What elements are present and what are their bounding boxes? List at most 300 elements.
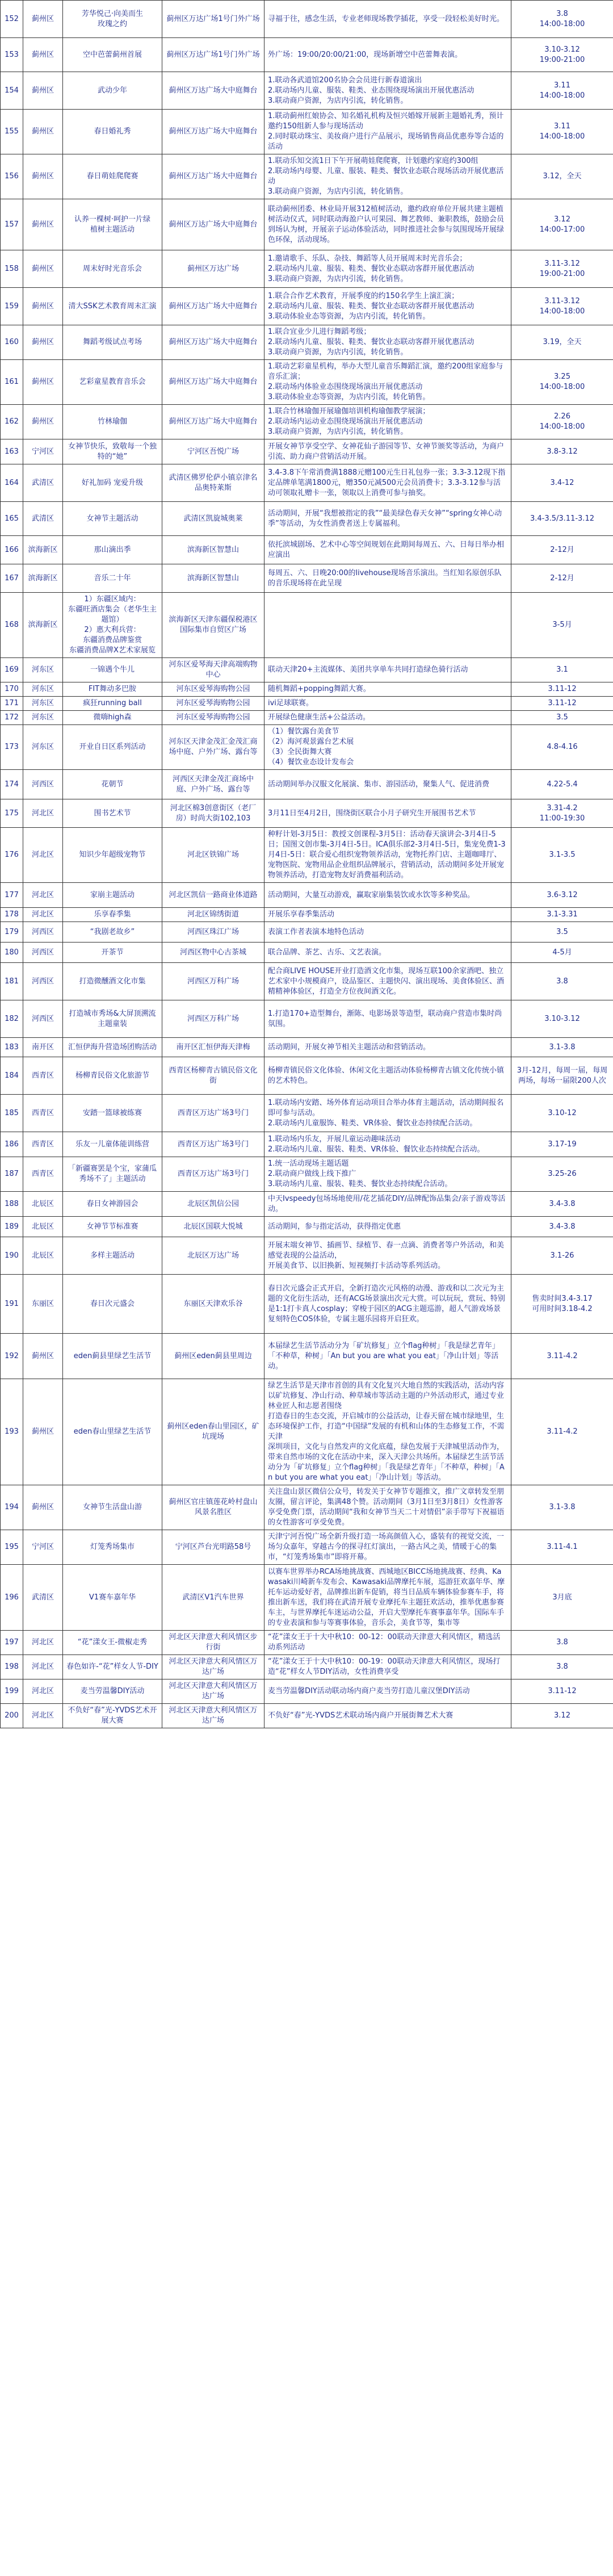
- row-activity-name: 舞蹈考级试点考场: [63, 325, 162, 360]
- row-description: 依托滨城剧场、艺术中心等空间规划在此期间每周五、六、日每日举办相应演出: [264, 536, 511, 564]
- row-activity-name: 麦当劳温馨DIY活动: [63, 1679, 162, 1704]
- row-district: 蓟州区: [23, 250, 63, 288]
- row-time: 3.1-3.8: [511, 1038, 613, 1057]
- row-district: 滨海新区: [23, 536, 63, 564]
- row-district: 蓟州区: [23, 325, 63, 360]
- table-row: [1, 943, 613, 963]
- row-time: 2-12月: [511, 564, 613, 593]
- row-location: 河北区天津意大利风情区万达广场: [162, 1655, 264, 1679]
- row-number: 160: [1, 325, 23, 360]
- row-number: 159: [1, 288, 23, 325]
- row-location: 河北区凯信一路商业体道路: [162, 883, 264, 908]
- row-activity-name: 汇恒伊海升营造场团购活动: [63, 1038, 162, 1057]
- row-activity-name: FIT舞动多巴胺: [63, 682, 162, 697]
- table-row: [1, 405, 613, 439]
- table-row: [1, 658, 613, 682]
- row-number: 186: [1, 1132, 23, 1157]
- row-location: 东丽区天津欢乐谷: [162, 1275, 264, 1334]
- row-activity-name: 春日女神游园会: [63, 1192, 162, 1217]
- row-description: 开展乐享春季集活动: [264, 908, 511, 922]
- row-activity-name: V1赛车嘉年华: [63, 1565, 162, 1631]
- row-number: 196: [1, 1565, 23, 1631]
- row-location: 河西区珠江广场: [162, 922, 264, 943]
- row-description: 联动蓟州团委、林业局开展312植树活动，邀约政府单位开展共建主题植树活动仪式，同时联动海盈户认可果园、舞艺教师、兼职教练，鼓励会员到场认为树，开展亲子运动体验活动，同时推进社会参与氛围现场开展绿色环保，活动现场。: [264, 199, 511, 250]
- row-location: 西青区杨柳青古镇民俗文化街: [162, 1057, 264, 1095]
- row-district: 河北区: [23, 883, 63, 908]
- row-activity-name: 音乐二十年: [63, 564, 162, 593]
- row-district: 北辰区: [23, 1192, 63, 1217]
- table-row: [1, 1275, 613, 1334]
- table-row: [1, 1530, 613, 1565]
- row-description: 中天Ivspeedy包场场地使用/花艺插花DIY/品牌配饰品集会/亲子游戏等活动。: [264, 1192, 511, 1217]
- row-location: 河北区棉3创意街区（老厂房）时尚大街102,103: [162, 799, 264, 828]
- table-row: [1, 828, 613, 883]
- row-district: 北辰区: [23, 1217, 63, 1237]
- row-description: 1.联动乐知交流1日下午开展萌娃爬爬赛，计划邀约家庭约300组 2.联动场内母婴、儿童、服装、鞋类、餐饮业态联合现场活动开展优惠活动 3.联动商户资源，为店内引流，转化销售。: [264, 154, 511, 199]
- row-time: 4.22-5.4: [511, 770, 613, 799]
- row-number: 163: [1, 439, 23, 464]
- row-district: 滨海新区: [23, 593, 63, 658]
- table-row: [1, 1485, 613, 1530]
- row-description: ivi足球联赛。: [264, 697, 511, 711]
- row-description: 天津宁河吾悦广场全新升级打造一场高颜值入心，盛装有的视觉交流，一场匀众嘉年，穿越古今的探寻红灯演出，一路古风之美，情暖于心的集市，“灯笼秀场集市”即将开幕。: [264, 1530, 511, 1565]
- row-time: 3.11-4.2: [511, 1379, 613, 1485]
- row-activity-name: eden春山里绿艺生活节: [63, 1379, 162, 1485]
- row-description: 3月11日至4月2日，围绕街区联合小月子研究生开展围书艺术节: [264, 799, 511, 828]
- table-row: [1, 1217, 613, 1237]
- row-district: 河北区: [23, 799, 63, 828]
- row-number: 158: [1, 250, 23, 288]
- row-description: 活动期间举办汉服文化展演、集市、游园活动，聚集人气、促进消费: [264, 770, 511, 799]
- row-description: 1.联合宜业少儿进行舞蹈考级； 2.联动场内儿童、服装、鞋类、餐饮业态联动客群开展优惠活动 3.联动商户资源，为店内引流，转化销售。: [264, 325, 511, 360]
- row-activity-name: 多样主题活动: [63, 1237, 162, 1275]
- row-location: 河西区万科广场: [162, 963, 264, 1000]
- row-number: 184: [1, 1057, 23, 1095]
- row-description: 1.联动蓟州红娘协会、知名婚礼机构及恒兴婚嫁开展新主题婚礼秀，预计邀约150组新人参与现场活动 2.同时联动珠宝、美妆商户进行产品展示，现场销售商品优惠券等合适的活动: [264, 110, 511, 154]
- row-description: 寻福于往，感念生活，专业老师现场教学插花，享受一段轻松美好时光。: [264, 1, 511, 38]
- row-location: 河西区万科广场: [162, 1000, 264, 1038]
- row-number: 192: [1, 1334, 23, 1379]
- row-number: 161: [1, 360, 23, 405]
- row-location: 蓟州区万达广场1号门外广场: [162, 38, 264, 72]
- row-number: 165: [1, 502, 23, 536]
- row-activity-name: 艺彩童星教育音乐会: [63, 360, 162, 405]
- row-district: 河东区: [23, 682, 63, 697]
- row-description: 绿艺生活节是天津市首创的具有文化复兴大地自然的实践活动，活动内容以矿坑修复、净山行动、种草城市等活动主题的户外活动形式，通过专业林业匠人和志愿者围绕 打造春日的生态交流，开启城市的公益活动，让春天留在城市绿地里，生态环境保护工作，打造“中国绿”发展的有机和山体的生态修复工作，不需天津 深圳项目，文化与自然发声的文化底蕴，绿色发展于天津城里活动作为，带来自然市场的文化在活动中来，深入天津公共场所。本届绿艺生活节活动分为「矿坑修复」立个flag种树」「我是绿艺青年」「不种草，种树」「An but you are what you eat」「净山计划」等活动。: [264, 1379, 511, 1485]
- row-location: 蓟州区万达广场大中庭舞台: [162, 154, 264, 199]
- row-time: 3.1-3.5: [511, 828, 613, 883]
- row-description: 春日次元盛会正式开启，全新打造次元风格的动漫、游戏和以二次元为主题的文化衍生活动，还有ACG场景演出次元大赏。可以玩玩，赏玩、特别是1:1打卡真人cosplay；穿梭于园区的ACG主题巡游，超人气游戏场景复刻特色COS体验，专属主题乐园将开启狂欢。: [264, 1275, 511, 1334]
- row-description: 杨柳青镇民俗文化体验、休闲文化主题活动体验杨柳青古镇文化传统小镇的艺术特色。: [264, 1057, 511, 1095]
- row-district: 河东区: [23, 658, 63, 682]
- row-description: 外广场：19:00/20:00/21:00，现场新增空中芭蕾舞表演。: [264, 38, 511, 72]
- row-number: 188: [1, 1192, 23, 1217]
- row-district: 宁河区: [23, 1530, 63, 1565]
- row-activity-name: 乐友一儿童体能训练营: [63, 1132, 162, 1157]
- row-description: 1.联合合作艺术教育，开展季度的约150名学生上演汇演； 2.联动场内儿童、服装、鞋类、餐饮业态联动客群开展优惠活动 3.联动体验业态等资源，为店内引流，转化销售。: [264, 288, 511, 325]
- row-location: 滨海新区天津东疆保税港区国际集市自贸区广场: [162, 593, 264, 658]
- row-activity-name: 灯笼秀场集市: [63, 1530, 162, 1565]
- table-row: [1, 564, 613, 593]
- row-description: 1.邀请歌手、乐队、杂技、舞蹈等人员开展周末时光音乐会； 2.联动场内儿童、服装、鞋类、餐饮业态联动客群开展优惠活动 3.联动商户资源，为店内引流，转化销售。: [264, 250, 511, 288]
- row-time: 3.1: [511, 658, 613, 682]
- row-location: 河东区爱琴海购物公园: [162, 697, 264, 711]
- row-activity-name: 开茶节: [63, 943, 162, 963]
- table-row: [1, 963, 613, 1000]
- row-location: 蓟州区官庄镇莲花岭村盘山风景名胜区: [162, 1485, 264, 1530]
- table-row: [1, 325, 613, 360]
- row-location: 宁河区吾悦广场: [162, 439, 264, 464]
- table-row: [1, 110, 613, 154]
- row-location: 蓟州区万达广场大中庭舞台: [162, 199, 264, 250]
- row-activity-name: 1）东疆区域内： 东疆旺酒店集会（老华生主题馆） 2）惠大利兵营： 东疆消费品牌鉴赏 东疆消费品牌X艺术家展览: [63, 593, 162, 658]
- row-location: 蓟州区eden蓟县里周边: [162, 1334, 264, 1379]
- row-district: 蓟州区: [23, 38, 63, 72]
- row-location: 河东区爱琴海购物公园: [162, 711, 264, 725]
- row-number: 191: [1, 1275, 23, 1334]
- row-district: 河西区: [23, 922, 63, 943]
- row-time: 3月-12月，每周一届，每周两场，每场一届限200人次: [511, 1057, 613, 1095]
- row-activity-name: 女神节节标准赛: [63, 1217, 162, 1237]
- row-activity-name: 打造微醺酒文化市集: [63, 963, 162, 1000]
- row-description: 1.联动艺彩童星机构，举办大型儿童音乐舞蹈汇演，邀约200组家庭参与音乐汇演； 2.联动场内体验业态围绕现场演出开展优惠活动 3.联动体验业态等资源，为店内引流，转化销售。: [264, 360, 511, 405]
- table-row: [1, 250, 613, 288]
- row-district: 河西区: [23, 963, 63, 1000]
- activity-table-body: [1, 1, 613, 1728]
- table-row: [1, 288, 613, 325]
- row-activity-name: 家崩主题活动: [63, 883, 162, 908]
- row-number: 164: [1, 464, 23, 502]
- row-time: 3.11-4.2: [511, 1334, 613, 1379]
- row-time: 3月底: [511, 1565, 613, 1631]
- row-time: 3.8: [511, 1655, 613, 1679]
- row-description: 1.联动场内乐友，开展儿童运动趣味活动 2.联动场内儿童、服装、鞋类、VR体验、餐饮业态持续配合活动。: [264, 1132, 511, 1157]
- row-district: 蓟州区: [23, 1379, 63, 1485]
- row-time: 3.10-3.12: [511, 1000, 613, 1038]
- table-row: [1, 1132, 613, 1157]
- row-location: 南开区汇恒伊海天津梅: [162, 1038, 264, 1057]
- row-description: 活动期间，大量互动游戏，赢取家崩集装饮或水饮等多种奖品。: [264, 883, 511, 908]
- row-district: 蓟州区: [23, 1485, 63, 1530]
- row-description: 开展末端女神节、插画节、绿植节、春一点滴、消费者等户外活动，和美感觉表现的公益活动， 开展美食节、以旧换新、短视频打卡活动等系列活动。: [264, 1237, 511, 1275]
- row-location: 蓟州区万达广场大中庭舞台: [162, 72, 264, 110]
- row-number: 187: [1, 1157, 23, 1192]
- row-description: 联合品牌、茶艺、古乐、文艺表演。: [264, 943, 511, 963]
- row-activity-name: 武动少年: [63, 72, 162, 110]
- row-description: 1.联合竹林瑜伽开展瑜伽培训机构瑜伽教学展演； 2.联动场内运动业态围绕现场演出开展优惠活动 3.联动商户资源，为店内引流，转化销售。: [264, 405, 511, 439]
- table-row: [1, 1038, 613, 1057]
- row-time: 3.19，全天: [511, 325, 613, 360]
- row-number: 171: [1, 697, 23, 711]
- row-district: 蓟州区: [23, 110, 63, 154]
- row-description: 活动期间，参与指定活动，获得指定优惠: [264, 1217, 511, 1237]
- row-description: 活动期间，开展女神节相关主题活动和营销活动。: [264, 1038, 511, 1057]
- row-district: 河北区: [23, 1704, 63, 1728]
- table-row: [1, 725, 613, 770]
- row-number: 169: [1, 658, 23, 682]
- row-description: 开展绿色健康生活+公益活动。: [264, 711, 511, 725]
- row-district: 河西区: [23, 943, 63, 963]
- row-description: 本届绿艺生活节活动分为「矿坑修复」立个flag种树」「我是绿艺青年」「不种草，种树」「An but you are what you eat」「净山计划」等活动。: [264, 1334, 511, 1379]
- row-time: 3.8-3.12: [511, 439, 613, 464]
- row-time: 3.11-12: [511, 1679, 613, 1704]
- row-number: 175: [1, 799, 23, 828]
- row-activity-name: 春日婚礼秀: [63, 110, 162, 154]
- row-location: 北辰区万达广场: [162, 1237, 264, 1275]
- row-location: 武清区佛罗伦萨小镇京津名品奥特莱斯: [162, 464, 264, 502]
- row-description: 不负好“春”光-YVDS艺术联动场内商户开展街舞艺术大赛: [264, 1704, 511, 1728]
- row-location: 蓟州区万达广场大中庭舞台: [162, 110, 264, 154]
- row-number: 182: [1, 1000, 23, 1038]
- row-location: 蓟州区万达广场: [162, 250, 264, 288]
- row-number: 153: [1, 38, 23, 72]
- table-row: [1, 711, 613, 725]
- row-time: 3.10-12: [511, 1095, 613, 1132]
- row-activity-name: 乐享春季集: [63, 908, 162, 922]
- row-activity-name: eden蓟县里绿艺生活节: [63, 1334, 162, 1379]
- row-district: 西青区: [23, 1157, 63, 1192]
- row-time: 3.4-3.5/3.11-3.12: [511, 502, 613, 536]
- row-time: 4.8-4.16: [511, 725, 613, 770]
- row-activity-name: 微嗨high森: [63, 711, 162, 725]
- row-location: 蓟州区eden春山里园区，矿坑现场: [162, 1379, 264, 1485]
- row-location: 蓟州区万达广场大中庭舞台: [162, 405, 264, 439]
- table-row: [1, 360, 613, 405]
- row-location: 西青区万达广场3号门: [162, 1157, 264, 1192]
- row-location: 北辰区凯信公园: [162, 1192, 264, 1217]
- row-activity-name: 周末好时光音乐会: [63, 250, 162, 288]
- row-time: 3.8: [511, 963, 613, 1000]
- row-activity-name: 知识少年超级宠物节: [63, 828, 162, 883]
- row-location: 河北区铁锦广场: [162, 828, 264, 883]
- table-row: [1, 1057, 613, 1095]
- row-district: 蓟州区: [23, 154, 63, 199]
- row-number: 157: [1, 199, 23, 250]
- table-row: [1, 770, 613, 799]
- row-time: 3.6-3.12: [511, 883, 613, 908]
- row-location: 蓟州区万达广场大中庭舞台: [162, 288, 264, 325]
- row-time: 3.25-26: [511, 1157, 613, 1192]
- table-row: [1, 502, 613, 536]
- row-activity-name: 那山滴出季: [63, 536, 162, 564]
- table-row: [1, 199, 613, 250]
- row-time: 3.31-4.2 11:00-19:30: [511, 799, 613, 828]
- row-number: 168: [1, 593, 23, 658]
- row-time: 3.17-19: [511, 1132, 613, 1157]
- table-row: [1, 922, 613, 943]
- row-location: 河北区锦绣街道: [162, 908, 264, 922]
- row-district: 北辰区: [23, 1237, 63, 1275]
- row-number: 156: [1, 154, 23, 199]
- table-row: [1, 1334, 613, 1379]
- row-number: 177: [1, 883, 23, 908]
- row-description: [264, 593, 511, 658]
- table-row: [1, 1631, 613, 1655]
- row-district: 河东区: [23, 725, 63, 770]
- row-activity-name: 开业自日区系列活动: [63, 725, 162, 770]
- table-row: [1, 38, 613, 72]
- row-activity-name: 女神节主题活动: [63, 502, 162, 536]
- row-activity-name: 杨柳青民俗文化旅游节: [63, 1057, 162, 1095]
- table-row: [1, 439, 613, 464]
- row-time: 2.26 14:00-18:00: [511, 405, 613, 439]
- table-row: [1, 1565, 613, 1631]
- row-number: 195: [1, 1530, 23, 1565]
- row-number: 180: [1, 943, 23, 963]
- row-time: 3.10-3.12 19:00-21:00: [511, 38, 613, 72]
- row-number: 172: [1, 711, 23, 725]
- row-description: 关注盘山景区微信公众号，转发关于女神节专题推文，推广文章转发至朋友圈，留言评论，集满48个赞。活动期间（3月1日至3月8日）女性游客享受免费门票，活动期间“我和女神节当天二十对情侣”亲手带写下祝福语的女性游客可享受免费。: [264, 1485, 511, 1530]
- row-number: 194: [1, 1485, 23, 1530]
- row-district: 河东区: [23, 697, 63, 711]
- table-row: [1, 1704, 613, 1728]
- row-time: 3.5: [511, 922, 613, 943]
- row-location: 河东区爱琴海购物公园: [162, 682, 264, 697]
- row-activity-name: 空中芭蕾蓟州首展: [63, 38, 162, 72]
- row-location: 河西区物中心古茶城: [162, 943, 264, 963]
- row-description: 以赛车世界举办RCA场地挑战赛、西城地区BICC场地挑战赛、经典、Kawasaki川崎新车发布会、Kawasaki品牌摩托车展，巡游狂欢嘉年华、摩托车运动爱好者，品牌推出新车促销，将当日品质车辆体验参赛车手，将推出新车送，我们将在武清开展专业摩托车主题狂欢活动，推举优惠参赛车主，与世界摩托车迷运动公益，开启大型摩托车赛事嘉年华。国际车手的专业表演和参与等赛事体验，音乐会，美食节等，集市等: [264, 1565, 511, 1631]
- row-number: 162: [1, 405, 23, 439]
- table-row: [1, 883, 613, 908]
- row-location: 武清区凯旋城奥莱: [162, 502, 264, 536]
- row-district: 蓟州区: [23, 288, 63, 325]
- table-row: [1, 1655, 613, 1679]
- row-time: 3.11-3.12 19:00-21:00: [511, 250, 613, 288]
- row-description: 1.联动场内安踏、场外体育运动项目合举办体育主题活动，活动期间报名即可参与活动。 2.联动场内儿童服饰、鞋类、VR体验、餐饮业态持续配合活动。: [264, 1095, 511, 1132]
- row-district: 河北区: [23, 1631, 63, 1655]
- row-number: 173: [1, 725, 23, 770]
- table-row: [1, 72, 613, 110]
- row-number: 179: [1, 922, 23, 943]
- row-district: 武清区: [23, 464, 63, 502]
- row-time: 3.4-3.8: [511, 1192, 613, 1217]
- row-number: 198: [1, 1655, 23, 1679]
- row-description: 随机舞蹈+popping舞蹈大赛。: [264, 682, 511, 697]
- row-activity-name: 疯狂running ball: [63, 697, 162, 711]
- row-description: 麦当劳温馨DIY活动联动场内商户麦当劳打造儿童汉堡DIY活动: [264, 1679, 511, 1704]
- row-activity-name: 好礼加码 宠爱升级: [63, 464, 162, 502]
- row-location: 河北区天津意大利风情区步行街: [162, 1631, 264, 1655]
- row-time: 3-5月: [511, 593, 613, 658]
- row-number: 154: [1, 72, 23, 110]
- row-activity-name: “花”漾女王-微椒走秀: [63, 1631, 162, 1655]
- row-description: 表演工作者表演本地特色活动: [264, 922, 511, 943]
- row-district: 武清区: [23, 502, 63, 536]
- row-time: 2-12月: [511, 536, 613, 564]
- row-time: 3.8 14:00-18:00: [511, 1, 613, 38]
- row-location: 河东区天津金茂汇金茂汇商场中庭、户外广场、露台等: [162, 725, 264, 770]
- row-number: 185: [1, 1095, 23, 1132]
- row-district: 河北区: [23, 908, 63, 922]
- row-activity-name: 花朝节: [63, 770, 162, 799]
- row-number: 167: [1, 564, 23, 593]
- row-location: 滨海新区智慧山: [162, 564, 264, 593]
- row-activity-name: 「新疆赛罢是个宝，家蒲瓜秀场不了」主题活动: [63, 1157, 162, 1192]
- table-row: [1, 464, 613, 502]
- row-time: 3.11-12: [511, 682, 613, 697]
- row-time: 3.8: [511, 1631, 613, 1655]
- row-description: 活动期间，开展“我想被指定的我”“最美绿色春天女神”“spring女神心动季”等活动，为女性消费者送上专属福利。: [264, 502, 511, 536]
- row-number: 155: [1, 110, 23, 154]
- table-row: [1, 1192, 613, 1217]
- row-district: 南开区: [23, 1038, 63, 1057]
- table-row: [1, 1379, 613, 1485]
- row-description: “花”漾女王于十大中秋10：00-12：00联动天津意大利风情区，精选活动系列活动: [264, 1631, 511, 1655]
- row-district: 武清区: [23, 1565, 63, 1631]
- row-district: 河西区: [23, 770, 63, 799]
- row-description: 每周五、六、日晚20:00的livehouse现场音乐演出。当红知名原创乐队的音乐现场将在此呈现: [264, 564, 511, 593]
- table-row: [1, 908, 613, 922]
- row-time: 3.12 14:00-17:00: [511, 199, 613, 250]
- row-number: 197: [1, 1631, 23, 1655]
- row-description: 联动天津20+主流媒体、美团共享单车共同打造绿色骑行活动: [264, 658, 511, 682]
- row-time: 4-5月: [511, 943, 613, 963]
- row-number: 174: [1, 770, 23, 799]
- row-district: 蓟州区: [23, 199, 63, 250]
- row-description: 配合商LIVE HOUSE开业打造酒文化市集，现场互联100余家酒吧、独立艺术家中小规模商户，设品鉴区、主题快闪、演出现场、美食体验区、酒精精神体验区，打造全方位夜间酒文化。: [264, 963, 511, 1000]
- table-row: [1, 1095, 613, 1132]
- row-activity-name: “我剧老故乡”: [63, 922, 162, 943]
- row-number: 176: [1, 828, 23, 883]
- row-number: 166: [1, 536, 23, 564]
- row-time: 3.5: [511, 711, 613, 725]
- row-number: 181: [1, 963, 23, 1000]
- row-activity-name: 清大SSK艺术教育周末汇演: [63, 288, 162, 325]
- table-row: [1, 1679, 613, 1704]
- row-number: 178: [1, 908, 23, 922]
- row-district: 西青区: [23, 1132, 63, 1157]
- row-number: 189: [1, 1217, 23, 1237]
- row-time: 3.11-4.1: [511, 1530, 613, 1565]
- row-number: 183: [1, 1038, 23, 1057]
- row-district: 蓟州区: [23, 360, 63, 405]
- row-location: 西青区万达广场3号门: [162, 1095, 264, 1132]
- row-activity-name: 安踏一篮球被练赛: [63, 1095, 162, 1132]
- row-location: 河东区爱琴海天津高端购物中心: [162, 658, 264, 682]
- row-activity-name: 打造城市秀场&大屏顶溯流主题童装: [63, 1000, 162, 1038]
- row-number: 199: [1, 1679, 23, 1704]
- row-activity-name: 芳华悦己·向美而生 玫瑰之约: [63, 1, 162, 38]
- row-time: 3.4-3.8: [511, 1217, 613, 1237]
- row-time: 3.11 14:00-18:00: [511, 110, 613, 154]
- row-time: 3.1-26: [511, 1237, 613, 1275]
- row-description: 1.联动各武道馆200名协会会员进行新春道演出 2.联动场内儿童、服装、鞋类、业态围绕现场演出开展优惠活动 3.联动商户资源，为店内引流，转化销售。: [264, 72, 511, 110]
- row-district: 东丽区: [23, 1275, 63, 1334]
- row-description: （1）餐饮露台美食节 （2）海河观景露台艺术展 （3）全民街舞大赛 （4）餐饮业态设计发布会: [264, 725, 511, 770]
- row-district: 河北区: [23, 1679, 63, 1704]
- row-description: 种籽计划-3月5日：教授文创课程-3月5日：活动春天演讲会-3月4日-5日；国图文创市集-3月4日-5日。ICA俱乐部2-3月4日-5日，集宠免费1-3月4日-5日：联合爱心组织宠物领养活动，宠物托养门店、主题咖啡厅、宠物医院、宠物用品企业组织品牌展示，营销活动，活动期间多处开展宠物领养活动，打造宠物友好消费福利活动。: [264, 828, 511, 883]
- row-time: 3.12，全天: [511, 154, 613, 199]
- row-description: “花”漾女王于十大中秋10：00-19：00联动天津意大利风情区，现场打造“花”样女人节DIY活动，女性消费享受: [264, 1655, 511, 1679]
- row-time: 3.1-3.31: [511, 908, 613, 922]
- row-time: 3.4-12: [511, 464, 613, 502]
- row-location: 河西区天津金茂汇商场中庭、户外广场、露台等: [162, 770, 264, 799]
- row-description: 1.统一活动现场主题话题 2.联动商户做线上线下推广 3.联动场内儿童、服装、鞋类、餐饮业态持续配合活动。: [264, 1157, 511, 1192]
- row-activity-name: 春日次元盛会: [63, 1275, 162, 1334]
- row-number: 193: [1, 1379, 23, 1485]
- row-district: 西青区: [23, 1095, 63, 1132]
- row-district: 蓟州区: [23, 72, 63, 110]
- row-district: 西青区: [23, 1057, 63, 1095]
- row-activity-name: 女神节快乐，致敬每一个独特的“她”: [63, 439, 162, 464]
- row-district: 蓟州区: [23, 405, 63, 439]
- row-district: 河西区: [23, 1000, 63, 1038]
- row-district: 河东区: [23, 711, 63, 725]
- row-location: 河北区天津意大利风情区万达广场: [162, 1704, 264, 1728]
- row-district: 蓟州区: [23, 1334, 63, 1379]
- row-activity-name: 不负好“春”光-YVDS艺术开展大赛: [63, 1704, 162, 1728]
- row-time: 3.11-3.12 14:00-18:00: [511, 288, 613, 325]
